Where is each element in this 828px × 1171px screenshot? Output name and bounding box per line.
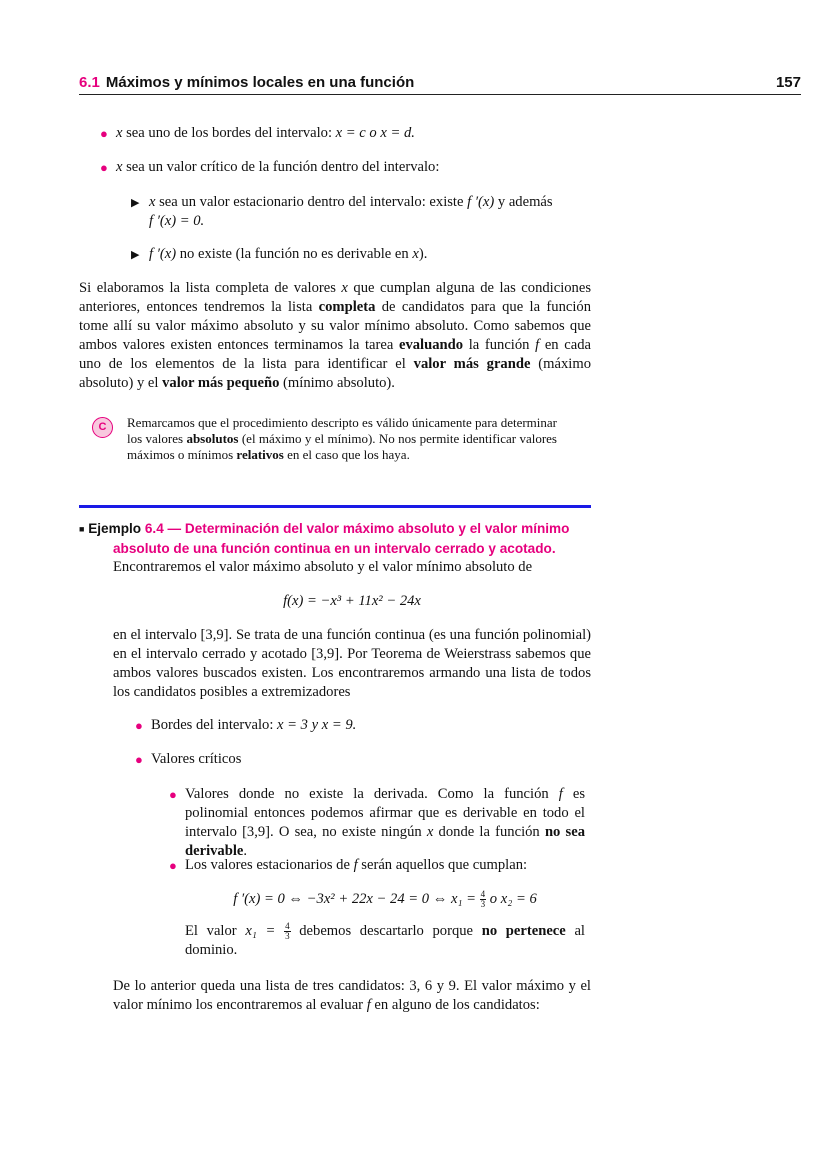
paragraph: De lo anterior queda una lista de tres candidatos: 3, 6 y 9. El valor máximo y el valor mínimo los encontraremos al evaluar f en alguno de los candidatos: xyxy=(113,978,591,1013)
paragraph: en el intervalo [3,9]. Se trata de una función continua (es una función polinomial) en el intervalo cerrado y acotado [3,9]. Por Teorema de Weierstrass sabemos que ambos valores buscados existen. Los encontraremos armando una lista de todos los candidatos posibles a extremizadores xyxy=(113,627,591,700)
list-item: Valores críticos xyxy=(151,751,242,767)
list-item: Los valores estacionarios de f serán aquellos que cumplan: xyxy=(185,857,528,873)
equation: f ′(x) = 0 ⇔ −3x² + 22x − 24 = 0 ⇔ x₁ = $\frac{4}{3}$ o x₂ = 6 xyxy=(233,889,537,910)
bullet-marker: ● xyxy=(100,126,108,141)
section-number: 6.1 xyxy=(79,74,100,91)
section-title: Máximos y mínimos locales en una función xyxy=(105,74,415,91)
formula: f(x) = −x³ + 11x² − 24x xyxy=(283,593,421,609)
list-item: Bordes del intervalo: x = 3 y x = 9. xyxy=(151,717,357,733)
bullet-marker: ● xyxy=(169,858,177,873)
paragraph: Si elaboramos la lista completa de valores x que cumplan alguna de las condiciones anteriores, entonces tendremos la lista completa de candidatos para que la función tome allí su valor máximo absoluto y su valor mínimo absoluto. Como sabemos que ambos valores existen entonces terminamos la tarea evaluando la función f en cada uno de los elementos de la lista para identificar el valor más grande (máximo absoluto) y el valor más pequeño (mínimo absoluto). xyxy=(79,280,592,391)
bullet-marker: ● xyxy=(135,752,143,767)
note-badge-icon: C xyxy=(92,417,113,438)
triangle-bullet-icon: ▶ xyxy=(131,249,140,261)
list-item: f ′(x) no existe (la función no es derivable en x). xyxy=(149,246,428,262)
bullet-marker: ● xyxy=(100,160,108,175)
list-item: x sea un valor crítico de la función dentro del intervalo: xyxy=(116,159,440,175)
section-heading xyxy=(79,74,414,91)
bullet-marker: ● xyxy=(135,718,143,733)
page-header xyxy=(79,74,801,95)
example-title: ■ Ejemplo 6.4 — Determinación del valor máximo absoluto y el valor mínimo absoluto de una función continua en un intervalo cerrado y acotado. xyxy=(79,521,570,556)
discard-note: El valor x₁ = $\frac{4}{3}$ debemos descartarlo porque no pertenece al dominio. xyxy=(185,921,585,959)
example-divider xyxy=(79,505,591,508)
list-item: x sea uno de los bordes del intervalo: x = c o x = d. xyxy=(116,125,415,141)
note-text: Remarcamos que el procedimiento descripto es válido únicamente para determinar los valores absolutos (el máximo y el mínimo). No nos permite identificar valores máximos o mínimos relativos en el caso que los haya. xyxy=(127,415,557,462)
example-intro: Encontraremos el valor máximo absoluto y el valor mínimo absoluto de xyxy=(113,559,533,575)
list-item: Valores donde no existe la derivada. Como la función f es polinomial entonces podemos afirmar que es derivable en todo el intervalo [3,9]. O sea, no existe ningún x donde la función no sea derivable. xyxy=(185,786,586,859)
triangle-bullet-icon: ▶ xyxy=(131,197,140,209)
page-number: 157 xyxy=(775,74,801,91)
bullet-marker: ● xyxy=(169,787,177,802)
list-item: x sea un valor estacionario dentro del intervalo: existe f ′(x) y además f ′(x) = 0. xyxy=(149,194,553,229)
